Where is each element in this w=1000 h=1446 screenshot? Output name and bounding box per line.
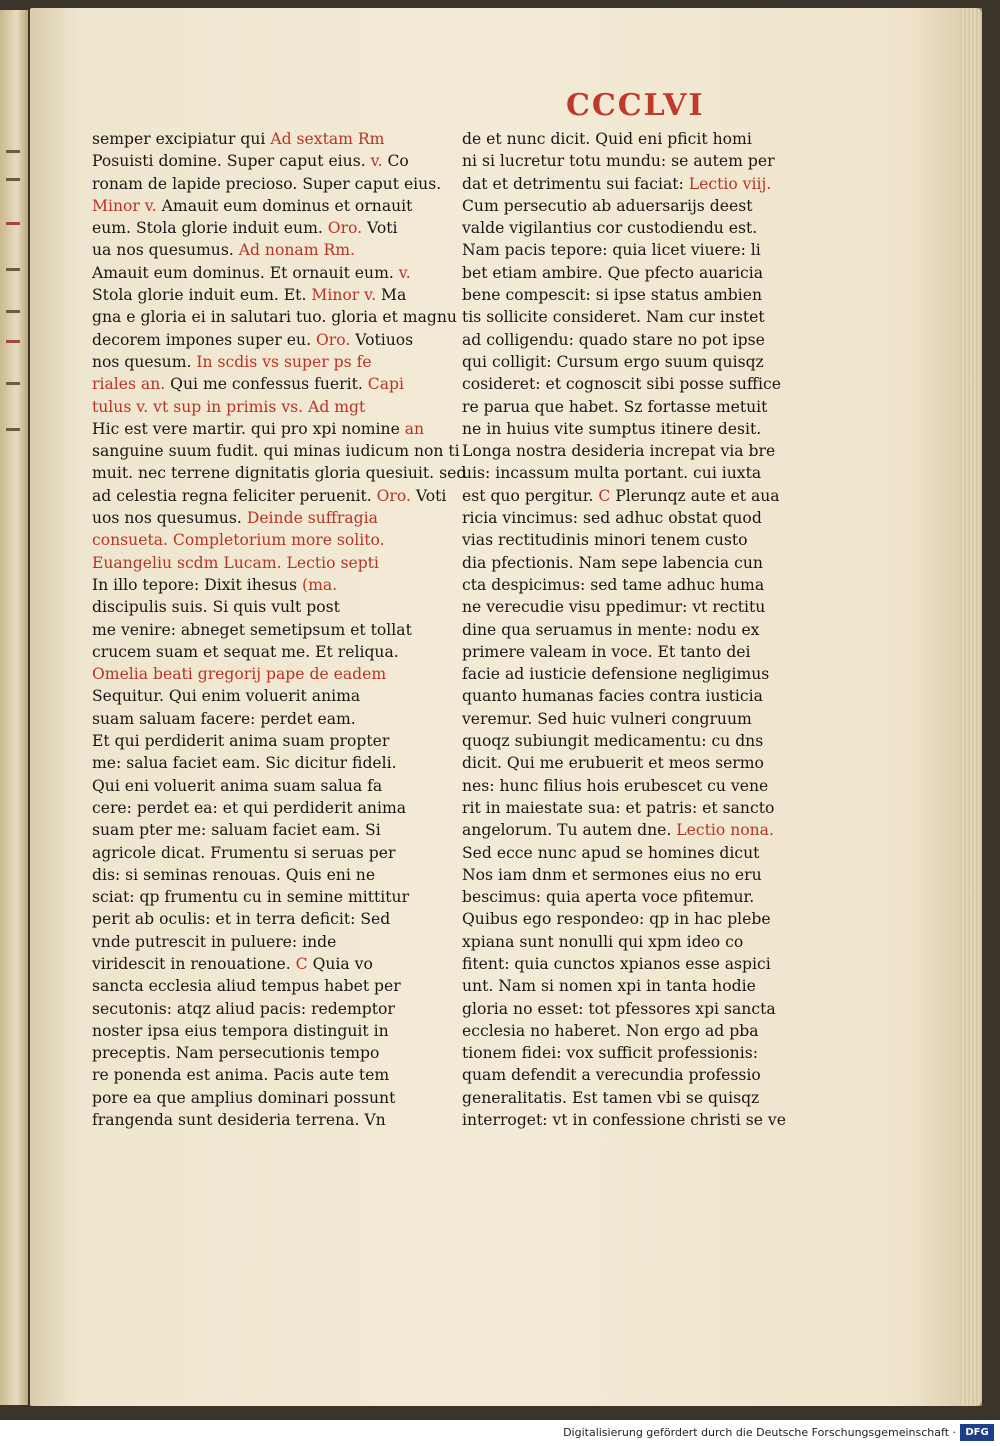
body-text: semper excipiatur qui — [92, 130, 271, 148]
dfg-logo: DFG — [960, 1424, 994, 1441]
text-line — [92, 574, 437, 596]
text-line — [462, 685, 807, 707]
body-text: Cum persecutio ab aduersarijs deest — [462, 196, 753, 215]
text-line — [462, 440, 807, 462]
text-line — [92, 886, 437, 908]
rubric-text: Ad sextam Rm — [270, 130, 385, 148]
body-text: xpiana sunt nonulli qui xpm ideo co — [462, 932, 744, 951]
body-text: dicit. Qui me erubuerit et meos sermo — [462, 754, 764, 773]
text-line — [92, 150, 437, 172]
text-line — [92, 730, 437, 752]
rubric-text: Oro. — [316, 330, 351, 349]
body-text: frangenda sunt desideria terrena. Vn — [92, 1111, 386, 1130]
body-text: Quia vo — [307, 954, 373, 973]
text-line — [462, 128, 807, 150]
facing-page-text-fragment — [6, 310, 20, 313]
body-text: ronam de lapide precioso. Super caput eius. — [92, 174, 442, 193]
text-line — [462, 507, 807, 529]
body-text: unt. Nam si nomen xpi in tanta hodie — [462, 977, 756, 996]
text-line — [462, 195, 807, 217]
body-text: bene compescit: si ipse status ambien — [462, 286, 763, 305]
facing-page-text-fragment — [6, 150, 20, 153]
text-line — [462, 462, 807, 484]
body-text: noster ipsa eius tempora distinguit in — [92, 1021, 389, 1040]
body-text: uis: incassum multa portant. cui iuxta — [462, 464, 762, 483]
text-line — [92, 440, 460, 462]
text-line — [462, 418, 807, 440]
text-line — [92, 485, 447, 507]
body-text: Sequitur. Qui enim voluerit anima — [92, 687, 361, 706]
text-line — [462, 596, 807, 618]
text-line — [92, 663, 437, 685]
text-line — [92, 619, 437, 641]
body-text: re ponenda est anima. Pacis aute tem — [92, 1066, 390, 1085]
text-line — [92, 975, 437, 997]
text-line — [462, 173, 807, 195]
text-line — [462, 351, 807, 373]
text-line — [92, 1087, 437, 1109]
text-line — [462, 730, 807, 752]
body-text: crucem suam et sequat me. Et reliqua. — [92, 642, 399, 661]
body-text: Sed ecce nunc apud se homines dicut — [462, 843, 760, 862]
body-text: agricole dicat. Frumentu si seruas per — [92, 843, 396, 862]
facing-page-text-fragment — [6, 382, 20, 385]
body-text: tis sollicite consideret. Nam cur instet — [462, 308, 765, 327]
text-line — [462, 552, 807, 574]
body-text: Posuisti domine. Super caput eius. — [92, 152, 371, 171]
body-text: dia pfectionis. Nam sepe labencia cun — [462, 553, 763, 572]
text-line — [92, 262, 437, 284]
text-line — [462, 150, 807, 172]
rubric-text: In scdis vs super ps fe — [196, 352, 372, 371]
rubric-text: Minor v. — [92, 196, 157, 215]
body-text: cta despicimus: sed tame adhuc huma — [462, 575, 765, 594]
text-line — [462, 886, 807, 908]
facing-page-text-fragment — [6, 340, 20, 343]
text-line — [462, 396, 807, 418]
body-text: pore ea que amplius dominari possunt — [92, 1088, 396, 1107]
rubric-text: C — [295, 954, 308, 973]
footer-bar — [0, 1420, 1000, 1446]
facing-page-text-fragment — [6, 268, 20, 271]
text-line — [92, 552, 437, 574]
body-text: valde vigilantius cor custodiendu est. — [462, 219, 758, 238]
body-text: Ma — [376, 286, 407, 305]
body-text: dat et detrimentu sui faciat: — [462, 174, 689, 193]
text-line — [92, 797, 437, 819]
body-text: ua nos quesumus. — [92, 241, 239, 260]
text-line — [462, 373, 807, 395]
body-text: ad celestia regna feliciter peruenit. — [92, 486, 377, 505]
rubric-text: Oro. — [376, 486, 411, 505]
body-text: me: salua faciet eam. Sic dicitur fideli. — [92, 754, 397, 773]
body-text: gloria no esset: tot pfessores xpi sancta — [462, 999, 776, 1018]
text-line — [92, 507, 437, 529]
rubric-text: riales an. — [92, 375, 166, 394]
body-text: Voti — [362, 219, 398, 238]
text-line — [92, 128, 437, 150]
text-line — [92, 1020, 437, 1042]
text-line — [92, 373, 437, 395]
body-text: sciat: qp frumentu cu in semine mittitur — [92, 888, 410, 907]
page-edge — [960, 8, 982, 1406]
body-text: quanto humanas facies contra iusticia — [462, 687, 763, 706]
rubric-text: Ad nonam Rm. — [238, 241, 355, 260]
funding-credit: Digitalisierung gefördert durch die Deutsche Forschungsgemeinschaft · — [563, 1426, 956, 1439]
show-through-text — [100, 1128, 800, 1148]
facing-page-text-fragment — [6, 428, 20, 431]
body-text: tionem fidei: vox sufficit professionis: — [462, 1044, 758, 1063]
text-line — [462, 975, 807, 997]
body-text: discipulis suis. Si quis vult post — [92, 598, 340, 617]
body-text: Qui eni voluerit anima suam salua fa — [92, 776, 383, 795]
text-line — [462, 485, 807, 507]
body-text: suam saluam facere: perdet eam. — [92, 709, 356, 728]
text-line — [462, 306, 807, 328]
text-line — [462, 529, 807, 551]
body-text: Nam pacis tepore: quia licet viuere: li — [462, 241, 761, 260]
body-text: secutonis: atqz aliud pacis: redemptor — [92, 999, 395, 1018]
text-line — [462, 239, 807, 261]
text-line — [462, 262, 807, 284]
body-text: suam pter me: saluam faciet eam. Si — [92, 821, 381, 840]
text-line — [92, 462, 467, 484]
text-line — [462, 619, 807, 641]
body-text: Longa nostra desideria increpat via bre — [462, 442, 776, 461]
text-line — [462, 1064, 807, 1086]
facing-page-text-fragment — [6, 222, 20, 225]
body-text: Et qui perdiderit anima suam propter — [92, 732, 390, 751]
body-text: ricia vincimus: sed adhuc obstat quod — [462, 509, 762, 528]
body-text: facie ad iusticie defensione negligimus — [462, 665, 770, 684]
text-line — [92, 306, 457, 328]
body-text: rit in maiestate sua: et patris: et sancto — [462, 798, 775, 817]
body-text: quam defendit a verecundia professio — [462, 1066, 761, 1085]
text-line — [462, 931, 807, 953]
body-text: veremur. Sed huic vulneri congruum — [462, 709, 752, 728]
text-line — [92, 819, 437, 841]
body-text: Votiuos — [350, 330, 414, 349]
body-text: bet etiam ambire. Que pfecto auaricia — [462, 263, 764, 282]
body-text: quoqz subiungit medicamentu: cu dns — [462, 732, 764, 751]
text-line — [92, 641, 437, 663]
body-text: Plerunqz aute et aua — [610, 486, 780, 505]
facing-page-edge — [0, 10, 28, 1405]
text-line — [92, 596, 437, 618]
body-text: Stola glorie induit eum. Et. — [92, 286, 312, 305]
rubric-text: Lectio viij. — [688, 174, 772, 193]
body-text: Co — [382, 152, 409, 171]
body-text: eum. Stola glorie induit eum. — [92, 219, 328, 238]
text-line — [92, 708, 437, 730]
body-text: vias rectitudinis minori tenem custo — [462, 531, 748, 550]
body-text: perit ab oculis: et in terra deficit: Sed — [92, 910, 391, 929]
text-line — [462, 284, 807, 306]
rubric-text: v. — [398, 263, 411, 282]
body-text: angelorum. Tu autem dne. — [462, 821, 677, 840]
text-line — [92, 1042, 437, 1064]
body-text: Nos iam dnm et sermones eius no eru — [462, 865, 762, 884]
body-text: viridescit in renouatione. — [92, 954, 296, 973]
rubric-text: Capi — [367, 375, 404, 394]
body-text: ne in huius vite sumptus itinere desit. — [462, 419, 762, 438]
rubric-text: Euangeliu scdm Lucam. Lectio septi — [92, 553, 379, 572]
body-text: generalitatis. Est tamen vbi se quisqz — [462, 1088, 760, 1107]
body-text: muit. nec terrene dignitatis gloria quesiuit. sed — [92, 464, 467, 483]
text-line — [92, 217, 437, 239]
text-line — [462, 864, 807, 886]
rubric-text: Minor v. — [311, 286, 377, 305]
body-text: de et nunc dicit. Quid eni pficit homi — [462, 130, 752, 148]
text-line — [462, 797, 807, 819]
body-text: interroget: vt in confessione christi se ve — [462, 1111, 786, 1130]
text-line — [92, 931, 437, 953]
body-text: Amauit eum dominus et ornauit — [156, 196, 413, 215]
text-line — [462, 842, 807, 864]
text-line — [92, 1064, 437, 1086]
text-line — [92, 752, 437, 774]
body-text: re parua que habet. Sz fortasse metuit — [462, 397, 768, 416]
text-line — [92, 195, 437, 217]
text-line — [92, 775, 437, 797]
text-line — [92, 953, 437, 975]
body-text: fitent: quia cunctos xpianos esse aspici — [462, 954, 771, 973]
rubric-text: consueta. Completorium more solito. — [92, 531, 385, 550]
text-line — [92, 842, 437, 864]
text-line — [462, 708, 807, 730]
body-text: nes: hunc filius hois erubescet cu vene — [462, 776, 769, 795]
body-text: Qui me confessus fuerit. — [165, 375, 368, 394]
body-text: est quo pergitur. — [462, 486, 599, 505]
body-text: vnde putrescit in puluere: inde — [92, 932, 337, 951]
text-line — [462, 329, 807, 351]
text-line — [92, 329, 437, 351]
text-line — [92, 173, 442, 195]
text-line — [462, 752, 807, 774]
rubric-text: tulus v. vt sup in primis vs. Ad mgt — [92, 397, 366, 416]
body-text: ni si lucretur totu mundu: se autem per — [462, 152, 775, 171]
body-text: bescimus: quia aperta voce pfitemur. — [462, 888, 755, 907]
text-line — [462, 819, 807, 841]
text-line — [92, 998, 437, 1020]
text-line — [462, 1087, 807, 1109]
text-line — [462, 998, 807, 1020]
body-text: In illo tepore: Dixit ihesus — [92, 575, 302, 594]
body-text: me venire: abneget semetipsum et tollat — [92, 620, 412, 639]
body-text: Hic est vere martir. qui pro xpi nomine — [92, 419, 405, 438]
body-text: ecclesia no haberet. Non ergo ad pba — [462, 1021, 759, 1040]
body-text: dine qua seruamus in mente: nodu ex — [462, 620, 760, 639]
body-text: qui colligit: Cursum ergo suum quisqz — [462, 352, 764, 371]
text-line — [462, 775, 807, 797]
body-text: uos nos quesumus. — [92, 509, 247, 528]
body-text: ne verecudie visu ppedimur: vt rectitu — [462, 598, 766, 617]
rubric-text: Oro. — [327, 219, 363, 238]
body-text: primere valeam in voce. Et tanto dei — [462, 642, 751, 661]
body-text: ad colligendu: quado stare no pot ipse — [462, 330, 765, 349]
text-line — [462, 217, 807, 239]
rubric-text: v. — [370, 152, 383, 171]
body-text: sancta ecclesia aliud tempus habet per — [92, 977, 401, 996]
body-text: nos quesum. — [92, 352, 197, 371]
text-line — [92, 396, 437, 418]
text-line — [92, 418, 437, 440]
body-text: cere: perdet ea: et qui perdiderit anima — [92, 798, 407, 817]
right-text-column — [462, 128, 807, 1131]
body-text: cosideret: et cognoscit sibi posse suffice — [462, 375, 781, 394]
facing-page-text-fragment — [6, 178, 20, 181]
text-line — [462, 663, 807, 685]
text-line — [92, 908, 437, 930]
text-line — [462, 574, 807, 596]
rubric-text: C — [598, 486, 611, 505]
body-text: gna e gloria ei in salutari tuo. gloria et magnu — [92, 308, 457, 327]
rubric-text: an — [404, 419, 425, 438]
text-line — [92, 351, 437, 373]
text-line — [462, 953, 807, 975]
text-line — [92, 239, 437, 261]
text-line — [462, 1020, 807, 1042]
text-line — [92, 529, 437, 551]
left-text-column — [92, 128, 467, 1131]
rubric-text: (ma. — [301, 575, 338, 594]
text-line — [462, 908, 807, 930]
text-line — [92, 685, 437, 707]
body-text: Voti — [410, 486, 447, 505]
rubric-text: Deinde suffragia — [246, 509, 378, 528]
text-line — [462, 641, 807, 663]
text-line — [92, 284, 437, 306]
body-text: Amauit eum dominus. Et ornauit eum. — [92, 263, 399, 282]
text-line — [92, 864, 437, 886]
folio-number: CCCLVI — [566, 88, 705, 123]
body-text: Quibus ego respondeo: qp in hac plebe — [462, 910, 771, 929]
body-text: decorem impones super eu. — [92, 330, 316, 349]
rubric-text: Omelia beati gregorij pape de eadem — [92, 665, 387, 684]
rubric-text: Lectio nona. — [676, 821, 774, 840]
body-text: dis: si seminas renouas. Quis eni ne — [92, 865, 376, 884]
body-text: sanguine suum fudit. qui minas iudicum non ti — [92, 442, 460, 461]
text-line — [462, 1042, 807, 1064]
body-text: preceptis. Nam persecutionis tempo — [92, 1044, 380, 1063]
